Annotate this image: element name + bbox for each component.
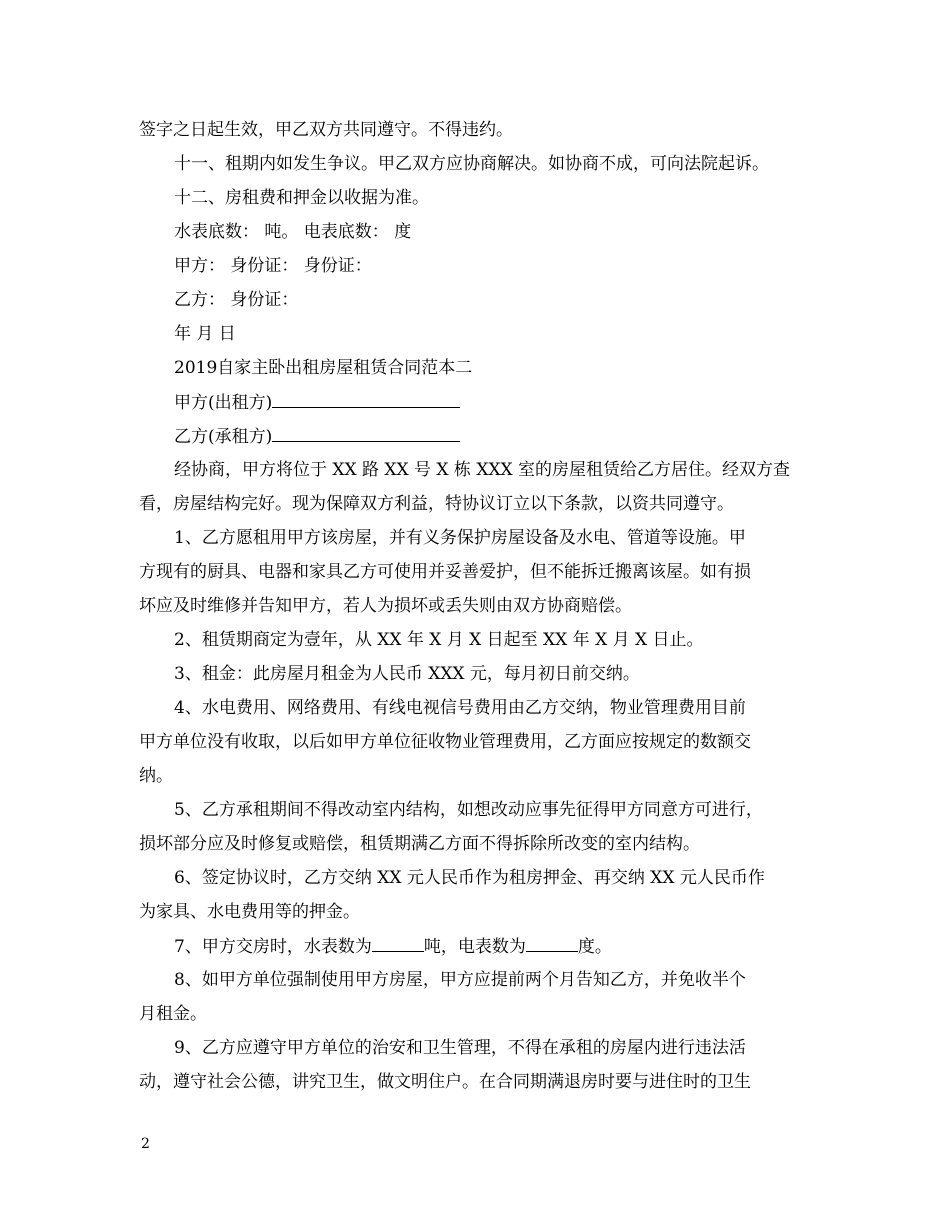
text-line: 月租金。 [139,1004,207,1024]
text-line: 为家具、水电费用等的押金。 [139,902,360,922]
text-line: 签字之日起生效，甲乙双方共同遵守。不得违约。 [139,120,513,140]
text-line: 水表底数： 吨。 电表底数： 度 [174,222,412,242]
meter-middle: 吨，电表数为 [423,937,526,957]
text-line: 十一、租期内如发生争议。甲乙双方应协商解决。如协商不成，可向法院起诉。 [174,154,769,174]
text-line: 1、乙方愿租用甲方该房屋，并有义务保护房屋设备及水电、管道等设施。甲 [174,528,746,548]
party-b-label: 乙方(承租方) [174,427,273,447]
electric-meter-blank [526,929,578,952]
text-line: 纳。 [139,766,173,786]
party-a-blank [272,385,460,408]
text-line: 乙方： 身份证： [174,290,299,310]
meter-prefix: 7、甲方交房时，水表数为 [174,937,372,957]
text-line: 4、水电费用、网络费用、有线电视信号费用由乙方交纳，物业管理费用目前 [174,698,746,718]
text-line: 十二、房租费和押金以收据为准。 [174,188,429,208]
party-b-line [139,419,829,453]
text-line: 方现有的厨具、电器和家具乙方可使用并妥善爱护，但不能拆迁搬离该屋。如有损 [139,562,751,582]
party-b-blank [272,419,460,442]
meter-reading-line [139,929,829,963]
text-line: 2、租赁期商定为壹年，从 XX 年 X 月 X 日起至 XX 年 X 月 X 日止。 [174,630,704,650]
text-line: 坏应及时维修并告知甲方，若人为损坏或丢失则由双方协商赔偿。 [139,596,632,616]
text-line: 动，遵守社会公德，讲究卫生，做文明住户。在合同期满退房时要与进住时的卫生 [139,1072,751,1092]
party-a-label: 甲方(出租方) [174,393,273,413]
text-line: 9、乙方应遵守甲方单位的治安和卫生管理，不得在承租的房屋内进行违法活 [174,1038,746,1058]
text-line: 甲方： 身份证： 身份证： [174,256,372,276]
text-line: 3、租金：此房屋月租金为人民币 XXX 元，每月初日前交纳。 [174,664,640,684]
text-line: 5、乙方承租期间不得改动室内结构，如想改动应事先征得甲方同意方可进行， [174,800,763,820]
text-line: 损坏部分应及时修复或赔偿，租赁期满乙方面不得拆除所改变的室内结构。 [139,834,700,854]
party-a-line [139,385,829,419]
text-line: 看，房屋结构完好。现为保障双方利益，特协议订立以下条款，以资共同遵守。 [139,494,734,514]
meter-suffix: 度。 [577,937,612,957]
text-line: 年 月 日 [174,324,236,344]
text-line: 8、如甲方单位强制使用甲方房屋，甲方应提前两个月告知乙方，并免收半个 [174,970,746,990]
text-line: 甲方单位没有收取，以后如甲方单位征收物业管理费用，乙方面应按规定的数额交 [139,732,751,752]
text-line: 2019自家主卧出租房屋租赁合同范本二 [174,358,473,378]
text-line: 6、签定协议时，乙方交纳 XX 元人民币作为租房押金、再交纳 XX 元人民币作 [174,868,765,888]
text-line: 经协商，甲方将位于 XX 路 XX 号 X 栋 XXX 室的房屋租赁给乙方居住。经双方查 [174,460,791,480]
page-number: 2 [141,1136,150,1152]
water-meter-blank [372,929,424,952]
document-body [139,113,829,1099]
